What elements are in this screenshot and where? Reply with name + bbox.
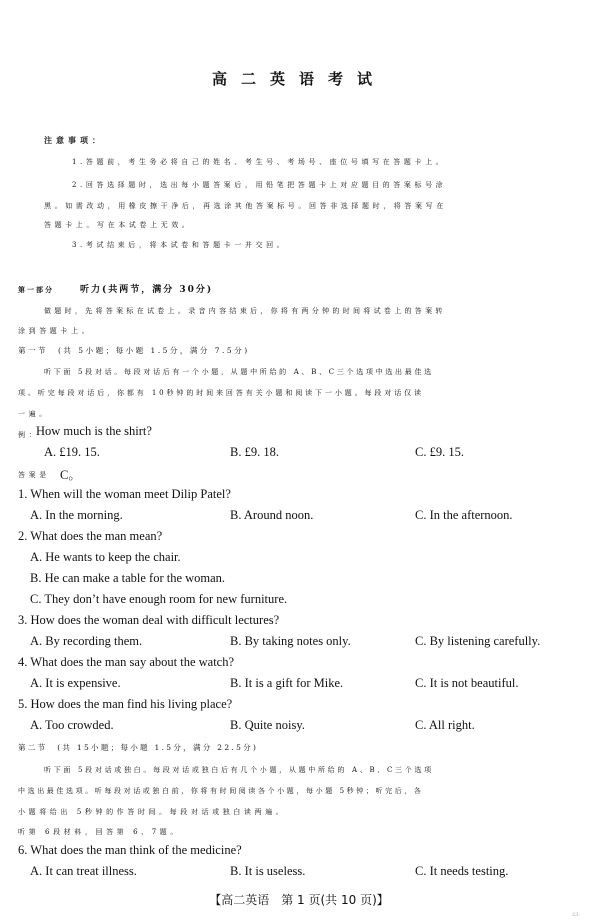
q1-option-a: A. In the morning.: [30, 508, 123, 522]
section1-heading: 第一节 (共 5小题；每小题 1.5分，满分 7.5分): [18, 346, 250, 355]
q3-option-b: B. By taking notes only.: [230, 634, 351, 648]
section2-heading: 第二节 (共 15小题；每小题 1.5分，满分 22.5分): [18, 743, 259, 752]
q3-option-c: C. By listening carefully.: [415, 634, 541, 648]
q5-option-b: B. Quite noisy.: [230, 718, 305, 732]
section1-instr-b: 项。听完每段对话后，你都有 10秒钟的时间来回答有关小题和阅读下一小题。每段对话仅读: [18, 389, 424, 397]
note-item-2c: 答题卡上。写在本试卷上无效。: [44, 221, 193, 229]
section1-instr-c: 一遍。: [18, 410, 50, 418]
q1-option-c: C. In the afternoon.: [415, 508, 513, 522]
notes-heading: 注意事项：: [44, 135, 104, 145]
question-1: 1. When will the woman meet Dilip Patel?: [18, 487, 231, 501]
section2-instr-c: 小题将给出 5秒钟的作答时间。每段对话或独白读两遍。: [18, 808, 287, 816]
section2-instr-a: 听下面 5段对话或独白。每段对话或独白后有几个小题，从题中所给的 A、B、C三个选项: [44, 766, 434, 774]
page-code: ·23·: [570, 912, 580, 918]
q2-option-b: B. He can make a table for the woman.: [30, 571, 226, 585]
question-6: 6. What does the man think of the medicine?: [18, 843, 242, 857]
q6-option-b: B. It is useless.: [230, 864, 306, 878]
example-option-a: A. £19. 15.: [44, 445, 100, 459]
q4-option-a: A. It is expensive.: [30, 676, 121, 690]
q1-option-b: B. Around noon.: [230, 508, 314, 522]
note-item-2b: 黑。如需改动，用橡皮擦干净后，再选涂其他答案标号。回答非选择题时，将答案写在: [44, 202, 447, 210]
q5-option-c: C. All right.: [415, 718, 475, 732]
part1-heading-a: 第一部分: [18, 285, 54, 294]
example-label: 例：: [18, 431, 40, 439]
example-answer: C。: [60, 468, 81, 482]
page-footer: 【高二英语 第 1 页(共 10 页)】: [209, 893, 389, 907]
q4-option-b: B. It is a gift for Mike.: [230, 676, 344, 690]
section2-instr-b: 中选出最佳选项。听每段对话或独白前，你将有时间阅读各个小题，每小题 5秒钟；听完后，各: [18, 787, 424, 795]
note-item-3: 3.考试结束后，将本试卷和答题卡一并交回。: [72, 241, 288, 249]
example-question: How much is the shirt?: [36, 424, 152, 438]
q6-option-c: C. It needs testing.: [415, 864, 509, 878]
q5-option-a: A. Too crowded.: [30, 718, 114, 732]
question-2: 2. What does the man mean?: [18, 529, 163, 543]
q2-option-c: C. They don’t have enough room for new furniture.: [30, 592, 288, 606]
q2-option-a: A. He wants to keep the chair.: [30, 550, 181, 564]
q3-option-a: A. By recording them.: [30, 634, 143, 648]
note-item-1: 1.答题前，考生务必将自己的姓名、考生号、考场号、座位号填写在答题卡上。: [72, 158, 447, 166]
q6-option-a: A. It can treat illness.: [30, 864, 137, 878]
question-5: 5. How does the man find his living place?: [18, 697, 233, 711]
example-answer-label: 答案是: [18, 471, 50, 479]
note-item-2a: 2.回答选择题时，选出每小题答案后，用铅笔把答题卡上对应题目的答案标号涂: [72, 181, 447, 189]
question-4: 4. What does the man say about the watch?: [18, 655, 235, 669]
section2-sub: 听第 6段材料，回答第 6、7题。: [18, 828, 182, 836]
page-title: 高二英语考试: [211, 70, 386, 88]
part1-intro-a: 做题时，先将答案标在试卷上。录音内容结束后，你将有两分钟的时间将试卷上的答案转: [44, 307, 446, 315]
example-option-c: C. £9. 15.: [415, 445, 464, 459]
section1-instr-a: 听下面 5段对话。每段对话后有一个小题，从题中所给的 A、B、C三个选项中选出最佳选: [44, 368, 434, 376]
example-option-b: B. £9. 18.: [230, 445, 279, 459]
q4-option-c: C. It is not beautiful.: [415, 676, 519, 690]
part1-heading-b: 听力(共两节，满分 30分): [80, 285, 214, 295]
question-3: 3. How does the woman deal with difficult lectures?: [18, 613, 280, 627]
part1-intro-b: 涂到答题卡上。: [18, 327, 93, 335]
